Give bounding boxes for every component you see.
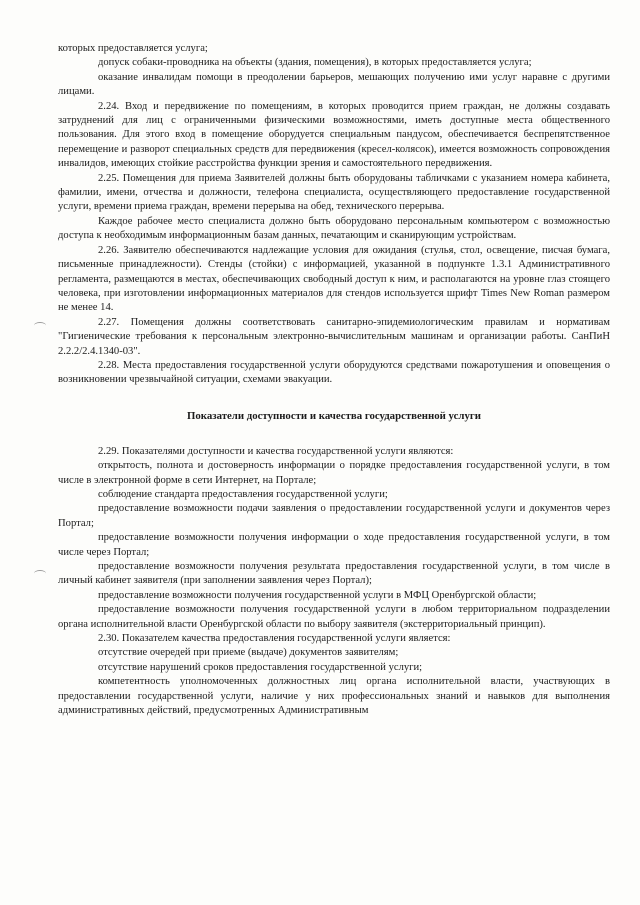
paragraph: отсутствие очередей при приеме (выдаче) документов заявителям; bbox=[98, 647, 399, 659]
paragraph: 2.28. Места предоставления государственной услуги оборудуются средствами пожаротушения и оповещения о возникновении чрезвычайной ситуации, схемами эвакуации. bbox=[58, 359, 610, 386]
paragraph: 2.30. Показателем качества предоставления государственной услуги является: bbox=[98, 633, 451, 645]
margin-mark bbox=[34, 570, 46, 577]
paragraph: допуск собаки-проводника на объекты (здания, помещения), в которых предоставляется услуга; bbox=[98, 57, 532, 69]
paragraph: Каждое рабочее место специалиста должно быть оборудовано персональным компьютером с возможностью доступа к необходимым информационным базам данных, печатающим и сканирующим устройствам. bbox=[58, 215, 610, 242]
paragraph: которых предоставляется услуга; bbox=[58, 43, 208, 54]
paragraph: 2.25. Помещения для приема Заявителей должны быть оборудованы табличками с указанием номера кабинета, фамилии, имени, отчества и должности, телефона специалиста, осуществляющего предоставление государственной услуги, времени приема граждан, времени перерыва на обед, технического перерыва. bbox=[58, 172, 610, 213]
paragraph: отсутствие нарушений сроков предоставления государственной услуги; bbox=[98, 661, 423, 673]
paragraph: 2.26. Заявителю обеспечиваются надлежащие условия для ожидания (стулья, стол, освещение, писчая бумага, письменные принадлежности). Стенды (стойки) с информацией, указанной в подпункте 1.3.1 Административного регламента, размещаются в местах, обеспечивающих свободный доступ к ним, и располагаются на уровне глаз стоящего человека, при изготовлении информационных материалов для стендов используется шрифт Times New Roman размером не менее 14. bbox=[58, 244, 610, 314]
paragraph: 2.27. Помещения должны соответствовать санитарно-эпидемиологическим правилам и нормативам "Гигиенические требования к персональным электронно-вычислительным машинам и организации работы. СанПиН 2.2.2/2.4.1340-03". bbox=[58, 316, 610, 357]
margin-mark bbox=[34, 322, 46, 329]
paragraph: предоставление возможности получения информации о ходе предоставления государственной услуги, в том числе через Портал; bbox=[58, 532, 610, 558]
section-heading: Показатели доступности и качества государственной услуги bbox=[186, 409, 481, 422]
paragraph: оказание инвалидам помощи в преодолении барьеров, мешающих получению ими услуг наравне с другими лицами. bbox=[58, 71, 610, 98]
paragraph: предоставление возможности получения результата предоставления государственной услуги, в том числе в личный кабинет заявителя (при заполнении заявления через Портал); bbox=[58, 561, 610, 587]
paragraph: предоставление возможности получения государственной услуги в МФЦ Оренбургской области; bbox=[98, 589, 537, 601]
document-body bbox=[58, 42, 610, 718]
paragraph: 2.29. Показателями доступности и качества государственной услуги являются: bbox=[98, 445, 454, 457]
paragraph: компетентность уполномоченных должностных лиц органа исполнительной власти, участвующих в предоставлении государственной услуги, наличие у них профессиональных знаний и навыков для выполнения административных действий, предусмотренных Административным bbox=[58, 676, 610, 717]
paragraph: предоставление возможности подачи заявления о предоставлении государственной услуги и документов через Портал; bbox=[58, 503, 610, 529]
paragraph: предоставление возможности получения государственной услуги в любом территориальном подразделении органа исполнительной власти Оренбургской области по выбору заявителя (экстерриториальный принцип). bbox=[58, 604, 610, 630]
paragraph: 2.24. Вход и передвижение по помещениям, в которых проводится прием граждан, не должны создавать затруднений для лиц с ограниченными физическими возможностями, иметь доступные места общественного пользования. Для этого вход в помещение оборудуется специальным пандусом, обеспечивается беспрепятственное перемещение и разворот специальных средств для передвижения (кресел-колясок), имеется возможность сопровождения инвалидов, имеющих стойкие расстройства функции зрения и самостоятельного передвижения. bbox=[58, 100, 610, 170]
paragraph: открытость, полнота и достоверность информации о порядке предоставления государственной услуги, в том числе в электронной форме в сети Интернет, на Портале; bbox=[58, 460, 610, 486]
paragraph: соблюдение стандарта предоставления государственной услуги; bbox=[98, 488, 388, 500]
